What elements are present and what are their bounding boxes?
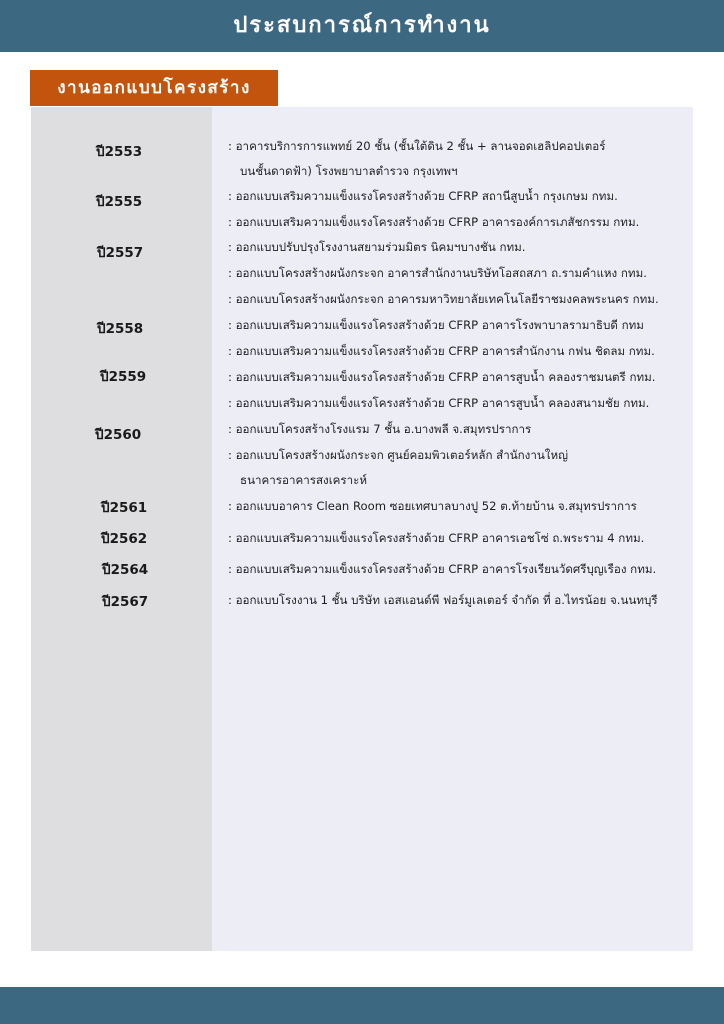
- experience-line: : ออกแบบเสริมความแข็งแรงโครงสร้างด้วย CFRP อาคารโรงพาบาลรามาธิบดี กทม: [228, 318, 644, 332]
- experience-line: : ออกแบบโครงสร้างผนังกระจก ศูนย์คอมพิวเตอร์หลัก สำนักงานใหญ่: [228, 448, 568, 462]
- page-title: ประสบการณ์การทำงาน: [233, 13, 491, 38]
- experience-line: : ออกแบบเสริมความแข็งแรงโครงสร้างด้วย CFRP อาคารองค์การเภสัชกรรม กทม.: [228, 215, 640, 229]
- year-label: ปี2567: [102, 594, 149, 610]
- year-label: ปี2564: [102, 562, 149, 578]
- year-label: ปี2553: [96, 144, 143, 160]
- experience-line: : ออกแบบเสริมความแข็งแรงโครงสร้างด้วย CFRP อาคารสำนักงาน กฟน ชิดลม กทม.: [228, 344, 655, 358]
- experience-line: : ออกแบบเสริมความแข็งแรงโครงสร้างด้วย CFRP สถานีสูบน้ำ กรุงเกษม กทม.: [228, 189, 618, 203]
- section-label: งานออกแบบโครงสร้าง: [30, 70, 278, 106]
- experience-line: : ออกแบบอาคาร Clean Room ซอยเทศบาลบางปู 52 ต.ท้ายบ้าน จ.สมุทรปราการ: [228, 499, 637, 513]
- footer-bar: [0, 987, 724, 1024]
- experience-line: : ออกแบบเสริมความแข็งแรงโครงสร้างด้วย CFRP อาคารสูบน้ำ คลองราชมนตรี กทม.: [228, 370, 656, 384]
- year-label: ปี2557: [97, 245, 144, 261]
- experience-line: : ออกแบบเสริมความแข็งแรงโครงสร้างด้วย CFRP อาคารโรงเรียนวัดศรีบุญเรือง กทม.: [228, 562, 657, 576]
- year-label: ปี2562: [101, 531, 148, 547]
- year-label: ปี2555: [96, 194, 143, 210]
- experience-line: : ออกแบบโครงสร้างผนังกระจก อาคารสำนักงานบริษัทโอสถสภา ถ.รามคำแหง กทม.: [228, 266, 647, 280]
- year-label: ปี2558: [97, 321, 144, 337]
- year-label: ปี2561: [101, 500, 148, 516]
- experience-line: : ออกแบบปรับปรุงโรงงานสยามร่วมมิตร นิคมฯบางชัน กทม.: [228, 240, 526, 254]
- experience-line: : ออกแบบเสริมความแข็งแรงโครงสร้างด้วย CFRP อาคารเอชโซ่ ถ.พระราม 4 กทม.: [228, 531, 645, 545]
- experience-line: : ออกแบบโครงสร้างผนังกระจก อาคารมหาวิทยาลัยเทคโนโลยีราชมงคลพระนคร กทม.: [228, 292, 659, 306]
- year-label: ปี2559: [100, 369, 147, 385]
- experience-line: : อาคารบริการการแพทย์ 20 ชั้น (ชั้นใต้ดิน 2 ชั้น + ลานจอดเฮลิปคอปเตอร์: [228, 139, 606, 153]
- experience-line: ธนาคารอาคารสงเคราะห์: [240, 473, 368, 487]
- experience-line: : ออกแบบโครงสร้างโรงแรม 7 ชั้น อ.บางพลี จ.สมุทรปราการ: [228, 422, 532, 436]
- detail-column: [212, 107, 693, 951]
- experience-line: บนชั้นดาดฟ้า) โรงพยาบาลตำรวจ กรุงเทพฯ: [240, 164, 458, 178]
- experience-line: : ออกแบบเสริมความแข็งแรงโครงสร้างด้วย CFRP อาคารสูบน้ำ คลองสนามชัย กทม.: [228, 396, 650, 410]
- experience-line: : ออกแบบโรงงาน 1 ชั้น บริษัท เอสแอนด์พี ฟอร์มูเลเตอร์ จำกัด ที่ อ.ไทรน้อย จ.นนทบุรี: [228, 593, 658, 607]
- year-label: ปี2560: [95, 427, 142, 443]
